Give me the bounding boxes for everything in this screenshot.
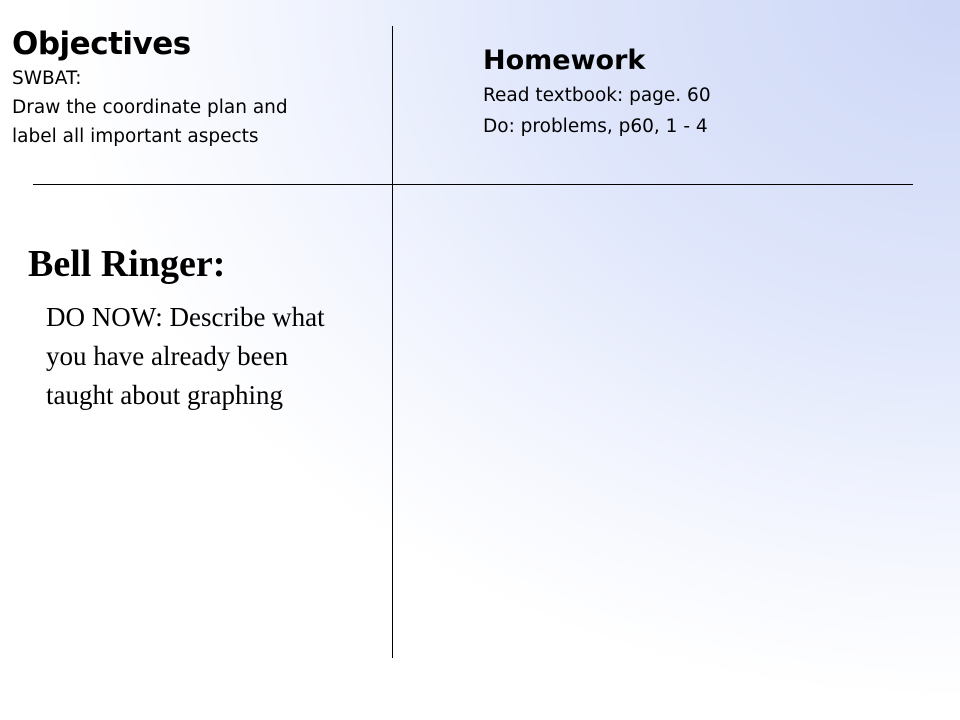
objectives-section xyxy=(12,24,382,151)
objectives-title: Objectives xyxy=(12,26,191,62)
objectives-line-1: Draw the coordinate plan and xyxy=(12,97,288,118)
horizontal-divider xyxy=(33,184,913,185)
objectives-line-swbat: SWBAT: xyxy=(12,68,82,89)
bell-ringer-prompt: DO NOW: Describe what you have already been taught about graphing xyxy=(46,302,325,410)
homework-line-problems: Do: problems, p60, 1 - 4 xyxy=(483,116,708,137)
bell-ringer-title: Bell Ringer: xyxy=(28,243,226,285)
homework-title: Homework xyxy=(483,45,646,76)
homework-line-reading: Read textbook: page. 60 xyxy=(483,85,711,106)
homework-section xyxy=(483,42,923,142)
objectives-line-2: label all important aspects xyxy=(12,126,259,147)
bell-ringer-section xyxy=(28,240,368,415)
vertical-divider xyxy=(392,26,393,658)
